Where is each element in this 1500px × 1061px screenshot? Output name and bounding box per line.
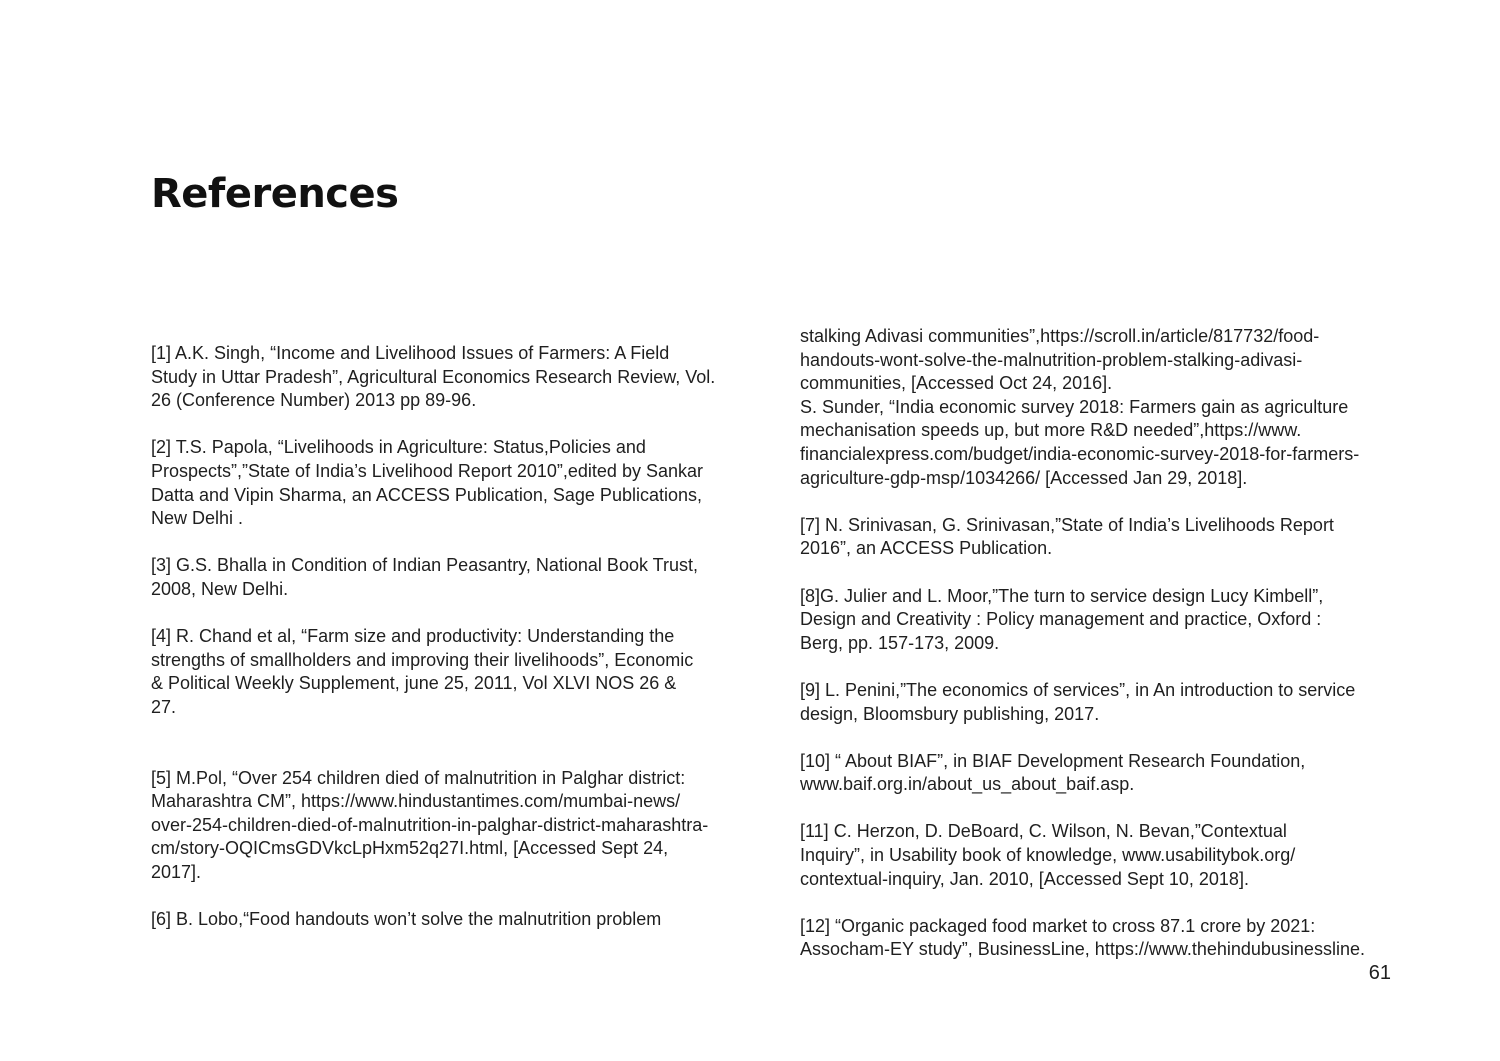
- reference-3: [3] G.S. Bhalla in Condition of Indian Peasantry, National Book Trust, 2008, New Delhi.: [151, 555, 698, 599]
- reference-7: [7] N. Srinivasan, G. Srinivasan,”State of India’s Livelihoods Report 2016”, an ACCESS Publication.: [800, 514, 1334, 559]
- reference-5: [5] M.Pol, “Over 254 children died of malnutrition in Palghar district: Maharashtra CM”, https://www.hindustantimes.com/mumbai-news/ over-254-children-died-of-malnutrition-in-palghar-district-maharashtra- cm/story-OQICmsGDVkcLpHxm52q27I.html, [Accessed Sept 24, 2017].: [151, 767, 709, 882]
- reference-6-start: [6] B. Lobo,“Food handouts won’t solve the malnutrition problem: [151, 909, 662, 930]
- reference-8: [8]G. Julier and L. Moor,”The turn to service design Lucy Kimbell”, Design and Creativity : Policy management and practice, Oxford : Berg, pp. 157-173, 2009.: [800, 585, 1324, 653]
- references-left-column: [151, 342, 761, 932]
- reference-9: [9] L. Penini,”The economics of services”, in An introduction to service design, Bloomsbury publishing, 2017.: [800, 679, 1356, 724]
- references-right-column: [800, 325, 1410, 962]
- reference-4: [4] R. Chand et al, “Farm size and productivity: Understanding the strengths of smallholders and improving their livelihoods”, Economic & Political Weekly Supplement, june 25, 2011, Vol XLVI NOS 26 & 27.: [151, 626, 694, 717]
- reference-10: [10] “ About BIAF”, in BIAF Development Research Foundation, www.baif.org.in/about_us_about_baif.asp.: [800, 750, 1306, 795]
- page-number: 61: [1368, 962, 1391, 984]
- page-title: References: [151, 171, 399, 217]
- reference-1: [1] A.K. Singh, “Income and Livelihood Issues of Farmers: A Field Study in Uttar Pradesh”, Agricultural Economics Research Review, Vol. 26 (Conference Number) 2013 pp 89-96.: [151, 343, 716, 411]
- reference-6-continued: stalking Adivasi communities”,https://scroll.in/article/817732/food- handouts-wont-solve-the-malnutrition-problem-stalking-adivasi- communities, [Accessed Oct 24, 2016]. S. Sunder, “India economic survey 2018: Farmers gain as agriculture mechanisation speeds up, but more R&D needed”,https://www. financialexpress.com/budget/india-economic-survey-2018-for-farmers- agriculture-gdp-msp/1034266/ [Accessed Jan 29, 2018].: [800, 326, 1360, 488]
- reference-2: [2] T.S. Papola, “Livelihoods in Agriculture: Status,Policies and Prospects”,”State of India’s Livelihood Report 2010”,edited by Sankar Datta and Vipin Sharma, an ACCESS Publication, Sage Publications, New Delhi .: [151, 437, 703, 529]
- reference-12: [12] “Organic packaged food market to cross 87.1 crore by 2021: Assocham-EY study”, BusinessLine, https://www.thehindubusinessline.: [800, 915, 1365, 960]
- reference-11: [11] C. Herzon, D. DeBoard, C. Wilson, N. Bevan,”Contextual Inquiry”, in Usability book of knowledge, www.usabilitybok.org/ contextual-inquiry, Jan. 2010, [Accessed Sept 10, 2018].: [800, 821, 1296, 889]
